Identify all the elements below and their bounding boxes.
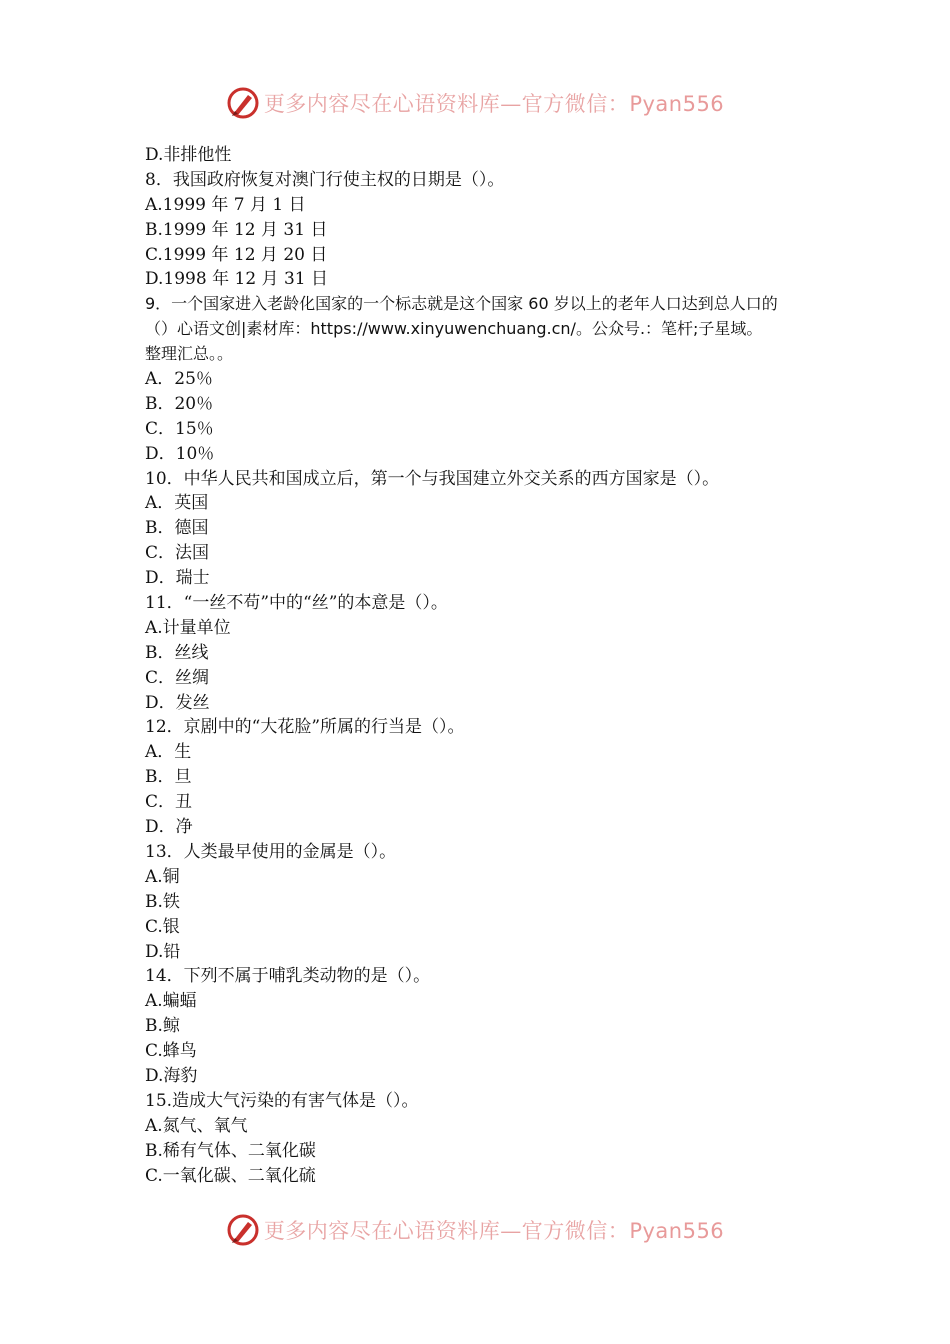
text-line: B．丝线 — [145, 642, 209, 663]
text-line: 9．一个国家进入老龄化国家的一个标志就是这个国家 60 岁以上的老年人口达到总人口的 — [145, 294, 778, 314]
text-line: C.一氧化碳、二氧化硫 — [145, 1165, 316, 1186]
text-line: （）心语文创|素材库：https://www.xinyuwenchuang.cn/。公众号.：笔杆;子星域。 — [145, 319, 763, 339]
text-line: A．25％ — [145, 369, 213, 390]
text-line: A．英国 — [145, 493, 209, 514]
text-line: 15.造成大气污染的有害气体是（）。 — [145, 1090, 419, 1111]
footer-wechat-id: Pyan556 — [629, 1219, 725, 1243]
pen-logo-icon — [226, 1213, 260, 1247]
text-line: D．10％ — [145, 443, 215, 464]
text-line: D.1998 年 12 月 31 日 — [145, 269, 328, 290]
text-line: B．旦 — [145, 767, 192, 788]
header-banner-text: 更多内容尽在心语资料库—官方微信：Pyan556 — [263, 92, 725, 116]
text-line: A.1999 年 7 月 1 日 — [145, 194, 306, 215]
text-line: D.非排他性 — [145, 145, 232, 165]
text-line: A.氮气、氧气 — [145, 1115, 248, 1136]
text-line: D．净 — [145, 817, 193, 838]
header-wechat-id: Pyan556 — [629, 92, 725, 116]
document-body — [145, 143, 825, 1188]
text-line: B．德国 — [145, 518, 209, 539]
text-line: A.蝙蝠 — [145, 991, 197, 1012]
text-line: B.1999 年 12 月 31 日 — [145, 219, 328, 240]
text-line: A.铜 — [145, 866, 180, 887]
text-line: C．丝绸 — [145, 667, 210, 688]
text-line: D．瑞士 — [145, 568, 210, 589]
text-line: 11．“一丝不苟”中的“丝”的本意是（）。 — [145, 593, 448, 614]
text-line: 8．我国政府恢复对澳门行使主权的日期是（）。 — [145, 169, 505, 190]
text-line: C.蜂鸟 — [145, 1041, 197, 1062]
text-line: B.稀有气体、二氧化碳 — [145, 1140, 316, 1161]
footer-banner — [0, 1210, 950, 1250]
text-line: C．15％ — [145, 418, 214, 439]
text-line: C.1999 年 12 月 20 日 — [145, 244, 328, 265]
text-line: D.海豹 — [145, 1065, 198, 1086]
text-line: B.铁 — [145, 891, 180, 912]
pen-logo-icon — [226, 86, 260, 120]
text-line: 整理汇总。。 — [145, 344, 234, 364]
text-line: A．生 — [145, 742, 192, 763]
text-line: 13．人类最早使用的金属是（）。 — [145, 841, 397, 862]
text-line: B.鲸 — [145, 1016, 180, 1037]
text-line: D.铅 — [145, 941, 181, 962]
text-line: C．法国 — [145, 543, 210, 564]
text-line: D．发丝 — [145, 692, 210, 713]
text-line: 10．中华人民共和国成立后，第一个与我国建立外交关系的西方国家是（）。 — [145, 468, 720, 489]
text-line: C．丑 — [145, 792, 193, 813]
text-line: 14．下列不属于哺乳类动物的是（）。 — [145, 966, 431, 987]
text-line: 12．京剧中的“大花脸”所属的行当是（）。 — [145, 717, 465, 738]
footer-banner-text: 更多内容尽在心语资料库—官方微信：Pyan556 — [263, 1219, 725, 1243]
text-line: A.计量单位 — [145, 617, 231, 638]
header-banner — [0, 83, 950, 123]
text-line: C.银 — [145, 916, 180, 937]
text-line: B．20％ — [145, 393, 214, 414]
